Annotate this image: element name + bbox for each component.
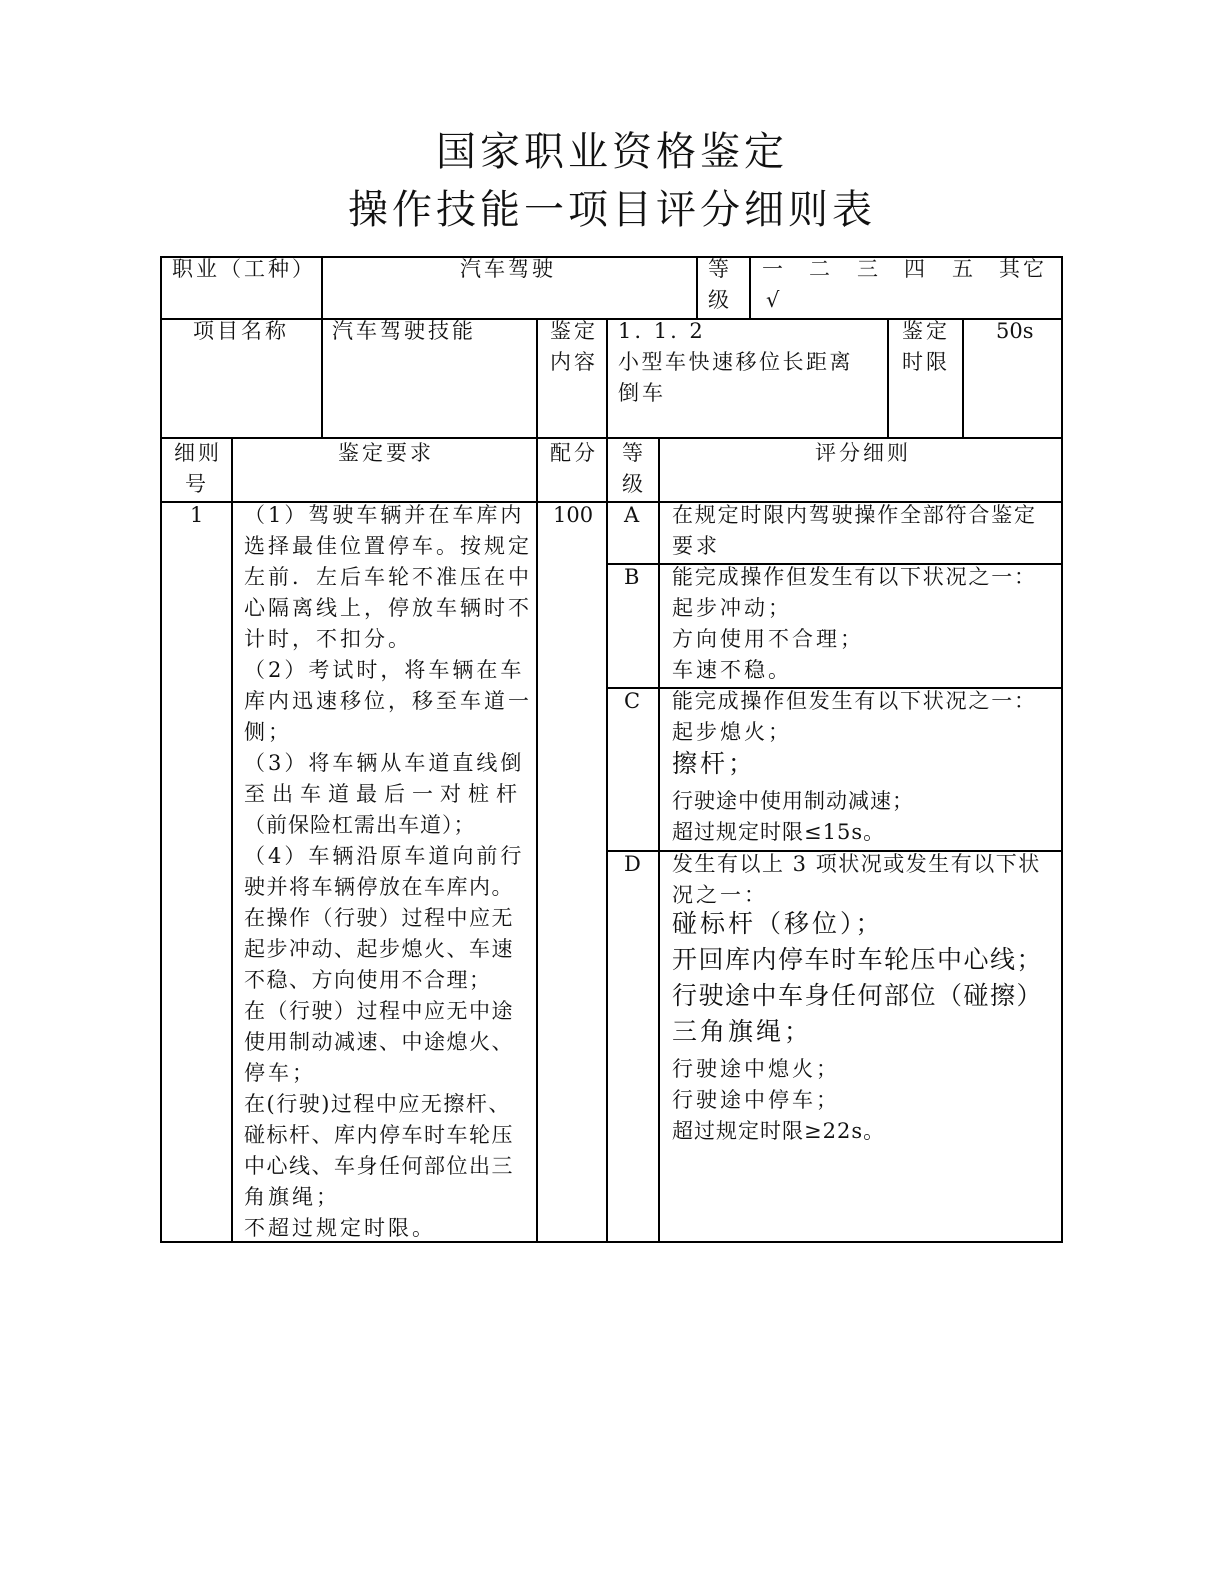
grade-header-1: 等 (622, 441, 646, 465)
grade-letter-c: C (624, 689, 641, 713)
requirement-line: 在操作（行驶）过程中应无 (244, 906, 514, 930)
time-label-1: 鉴定 (902, 319, 950, 343)
level-option: 一 (762, 257, 786, 281)
table-rule (536, 318, 538, 1241)
document-title-line-1: 国家职业资格鉴定 (436, 129, 788, 175)
time-limit-value: 50s (996, 319, 1034, 343)
criteria-line: 行驶途中熄火； (672, 1057, 840, 1081)
grade-letter-b: B (624, 565, 640, 589)
content-text-1: 小型车快速移位长距离 (618, 350, 853, 374)
table-rule (696, 256, 698, 318)
level-option: 五 (952, 257, 976, 281)
requirement-line: （1）驾驶车辆并在车库内 (244, 503, 525, 527)
level-option: 二 (809, 257, 833, 281)
requirement-line: 不超过规定时限。 (244, 1216, 436, 1240)
table-rule (606, 437, 608, 1241)
content-label-1: 鉴定 (550, 319, 598, 343)
requirement-line: 计时，不扣分。 (244, 627, 412, 651)
level-option: 四 (904, 257, 928, 281)
requirement-line: 中心线、车身任何部位出三 (244, 1154, 514, 1178)
table-rule (749, 256, 751, 318)
requirement-line: 起步冲动、起步熄火、车速 (244, 937, 514, 961)
requirement-line: 驶并将车辆停放在车库内。 (244, 875, 514, 899)
occupation-value: 汽车驾驶 (460, 257, 556, 281)
criteria-line: 开回库内停车时车轮压中心线； (672, 945, 1044, 974)
criteria-line: 行驶途中车身任何部位（碰擦） (672, 981, 1044, 1010)
criteria-line: 方向使用不合理； (672, 627, 864, 651)
content-text-2: 倒车 (618, 381, 666, 405)
score-header: 配分 (550, 441, 598, 465)
criteria-line: 车速不稳。 (672, 658, 792, 682)
level-label-1: 等 (708, 257, 732, 281)
table-border-right (1061, 256, 1063, 1243)
requirement-line: 碰标杆、库内停车时车轮压 (244, 1123, 514, 1147)
content-code: 1. 1. 2 (618, 319, 706, 343)
project-value: 汽车驾驶技能 (332, 319, 476, 343)
table-rule (658, 437, 660, 1241)
criteria-line: 能完成操作但发生有以下状况之一： (672, 689, 1037, 713)
requirement-line: 左前．左后车轮不准压在中 (244, 565, 532, 589)
table-rule (606, 318, 608, 437)
criteria-line: 能完成操作但发生有以下状况之一： (672, 565, 1037, 589)
table-border-left (160, 256, 162, 1243)
table-rule (231, 437, 233, 1241)
requirement-line: 库内迅速移位，移至车道一 (244, 689, 532, 713)
requirement-line: （4）车辆沿原车道向前行 (244, 844, 525, 868)
requirement-line: 在（行驶）过程中应无中途 (244, 999, 514, 1023)
requirement-line: 心隔离线上，停放车辆时不 (244, 596, 532, 620)
level-label-2: 级 (708, 288, 732, 312)
requirement-line: 使用制动减速、中途熄火、 (244, 1030, 514, 1054)
document-title-line-2: 操作技能一项目评分细则表 (348, 187, 876, 233)
level-check-mark: √ (766, 288, 783, 312)
rule-number: 1 (190, 503, 204, 527)
criteria-line: 况之一： (672, 883, 768, 907)
rule-no-header-1: 细则 (174, 441, 222, 465)
content-label-2: 内容 (550, 350, 598, 374)
table-rule (321, 256, 323, 437)
scoring-table (160, 256, 1063, 1243)
criteria-line: 碰标杆（移位）； (672, 909, 884, 938)
requirement-line: （2）考试时，将车辆在车 (244, 658, 525, 682)
criteria-line: 起步熄火； (672, 720, 792, 744)
requirement-line: 不稳、方向使用不合理； (244, 968, 492, 992)
criteria-header: 评分细则 (815, 441, 911, 465)
occupation-label: 职业（工种） (172, 257, 316, 281)
level-option: 三 (857, 257, 881, 281)
criteria-line: 发生有以上 3 项状况或发生有以下状 (672, 852, 1041, 876)
grade-letter-d: D (624, 852, 641, 876)
criteria-line: 行驶途中使用制动减速； (672, 789, 914, 813)
requirement-line: 停车； (244, 1061, 316, 1085)
criteria-line: 起步冲动； (672, 596, 792, 620)
requirement-line: （前保险杠需出车道）； (244, 813, 476, 837)
criteria-line: 要求 (672, 534, 720, 558)
criteria-line: 行驶途中停车； (672, 1088, 840, 1112)
requirement-line: 选择最佳位置停车。按规定 (244, 534, 532, 558)
table-rule (962, 318, 964, 437)
criteria-line: 超过规定时限≥22s。 (672, 1119, 886, 1143)
project-label: 项目名称 (193, 319, 289, 343)
score-value: 100 (553, 503, 594, 527)
requirement-line: 至出车道最后一对桩杆 (244, 782, 524, 806)
requirement-line: 侧； (244, 720, 292, 744)
criteria-line: 超过规定时限≤15s。 (672, 820, 886, 844)
requirement-line: 在(行驶)过程中应无擦杆、 (244, 1092, 511, 1116)
grade-letter-a: A (624, 503, 640, 527)
requirement-line: （3）将车辆从车道直线倒 (244, 751, 525, 775)
requirement-header: 鉴定要求 (338, 441, 434, 465)
rule-no-header-2: 号 (185, 472, 209, 496)
level-option: 其它 (999, 257, 1047, 281)
criteria-line: 在规定时限内驾驶操作全部符合鉴定 (672, 503, 1037, 527)
criteria-line: 三角旗绳； (672, 1017, 813, 1046)
requirement-line: 角旗绳； (244, 1185, 340, 1209)
criteria-line: 擦杆； (672, 749, 757, 778)
grade-header-2: 级 (622, 472, 646, 496)
table-rule (160, 437, 1063, 439)
time-label-2: 时限 (902, 350, 950, 374)
table-rule (887, 318, 889, 437)
